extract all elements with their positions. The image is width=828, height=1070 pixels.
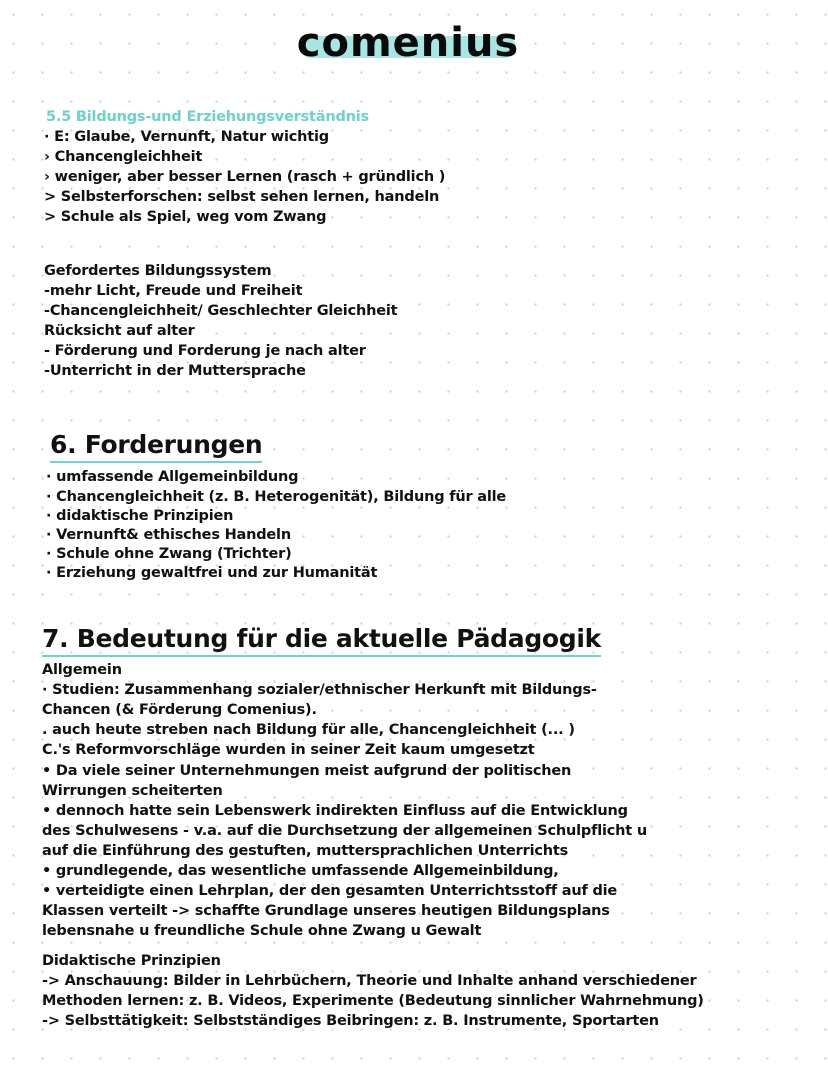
text-line: Methoden lernen: z. B. Videos, Experimente (Bedeutung sinnlicher Wahrnehmung)	[42, 993, 704, 1009]
text-line: Chancen (& Förderung Comenius).	[42, 702, 317, 718]
list-item: Rücksicht auf alter	[44, 323, 195, 339]
list-item: > Schule als Spiel, weg vom Zwang	[44, 209, 327, 225]
section-6-heading: 6. Forderungen	[50, 430, 262, 463]
list-item: › weniger, aber besser Lernen (rasch + gründlich )	[44, 169, 446, 185]
text-line: -> Anschauung: Bilder in Lehrbüchern, Theorie und Inhalte anhand verschiedener	[42, 973, 697, 989]
list-item: -mehr Licht, Freude und Freiheit	[44, 283, 303, 299]
text-line: -> Selbsttätigkeit: Selbstständiges Beibringen: z. B. Instrumente, Sportarten	[42, 1013, 659, 1029]
didactic-label: Didaktische Prinzipien	[42, 953, 221, 969]
education-system-heading: Gefordertes Bildungssystem	[44, 263, 272, 279]
list-item: · Vernunft& ethisches Handeln	[46, 527, 291, 543]
page-title	[296, 22, 520, 70]
text-line: Wirrungen scheiterten	[42, 783, 223, 799]
section-7-heading: 7. Bedeutung für die aktuelle Pädagogik	[42, 624, 601, 657]
list-item: · Schule ohne Zwang (Trichter)	[46, 546, 292, 562]
section-5-subheading: 5.5 Bildungs-und Erziehungsverständnis	[46, 109, 369, 125]
text-line: des Schulwesens - v.a. auf die Durchsetzung der allgemeinen Schulpflicht u	[42, 823, 647, 839]
text-line: auf die Einführung des gestuften, muttersprachlichen Unterrichts	[42, 843, 569, 859]
list-item: > Selbsterforschen: selbst sehen lernen, handeln	[44, 189, 440, 205]
text-line: Klassen verteilt -> schaffte Grundlage unseres heutigen Bildungsplans	[42, 903, 610, 919]
list-item: › Chancengleichheit	[44, 149, 203, 165]
title-text: comenius	[296, 20, 520, 66]
list-item: · umfassende Allgemeinbildung	[46, 469, 299, 485]
list-item: -Chancengleichheit/ Geschlechter Gleichheit	[44, 303, 398, 319]
text-line: • verteidigte einen Lehrplan, der den gesamten Unterrichtsstoff auf die	[42, 883, 618, 899]
text-line: • grundlegende, das wesentliche umfassende Allgemeinbildung,	[42, 863, 559, 879]
text-line: · Studien: Zusammenhang sozialer/ethnischer Herkunft mit Bildungs-	[42, 682, 597, 698]
list-item: · Erziehung gewaltfrei und zur Humanität	[46, 565, 378, 581]
list-item: · Chancengleichheit (z. B. Heterogenität), Bildung für alle	[46, 489, 507, 505]
general-label: Allgemein	[42, 662, 122, 678]
text-line: lebensnahe u freundliche Schule ohne Zwang u Gewalt	[42, 923, 482, 939]
list-item: - Förderung und Forderung je nach alter	[44, 343, 366, 359]
text-line: C.'s Reformvorschläge wurden in seiner Zeit kaum umgesetzt	[42, 742, 535, 758]
list-item: · E: Glaube, Vernunft, Natur wichtig	[44, 129, 329, 145]
text-line: . auch heute streben nach Bildung für alle, Chancengleichheit (... )	[42, 722, 575, 738]
text-line: • dennoch hatte sein Lebenswerk indirekten Einfluss auf die Entwicklung	[42, 803, 628, 819]
list-item: -Unterricht in der Muttersprache	[44, 363, 306, 379]
list-item: · didaktische Prinzipien	[46, 508, 234, 524]
text-line: • Da viele seiner Unternehmungen meist aufgrund der politischen	[42, 763, 572, 779]
